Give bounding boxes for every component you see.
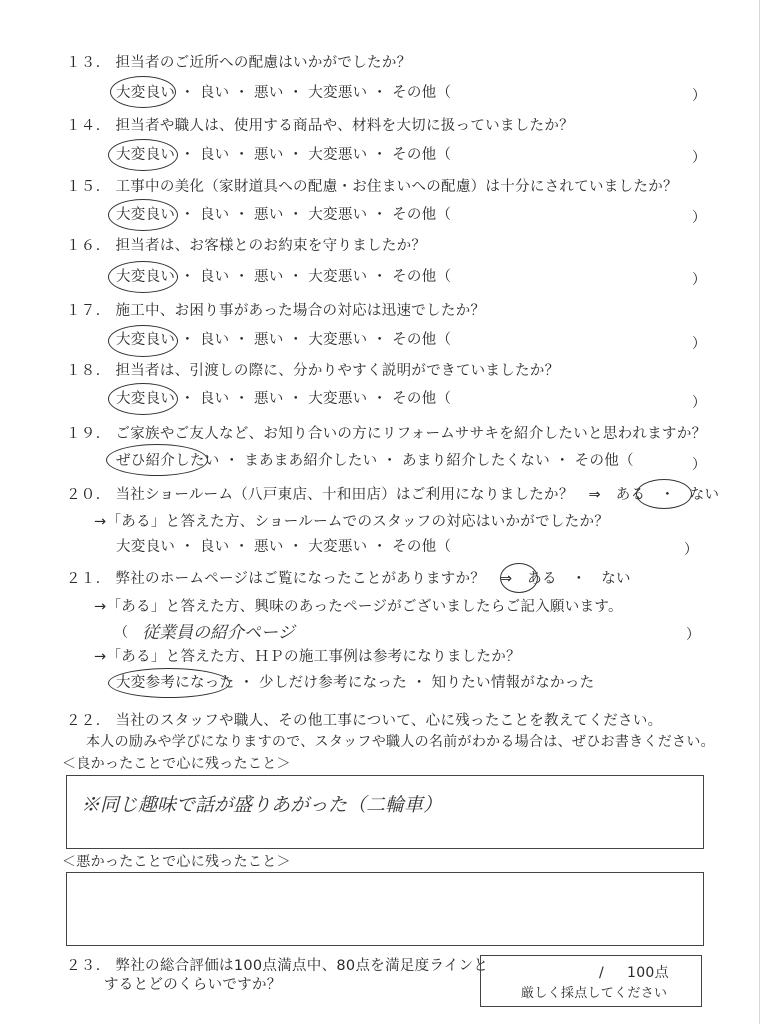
question-23-line2: するとどのくらいですか？ — [104, 977, 282, 993]
options-16: 大変良い ・ 良い ・ 悪い ・ 大変悪い ・ その他（ — [116, 269, 452, 285]
question-number: １４. — [66, 118, 101, 134]
paren-close-19: ） — [692, 457, 706, 473]
question-text: 担当者は、お客様とのお約束を守りましたか？ — [115, 238, 427, 254]
question-18 — [66, 362, 559, 380]
good-comment-box[interactable] — [66, 775, 704, 849]
question-22 — [66, 712, 662, 730]
options-17: 大変良い ・ 良い ・ 悪い ・ 大変悪い ・ その他（ — [116, 332, 452, 348]
paren-close-17: ） — [692, 336, 706, 352]
score-unit: 100点 — [627, 965, 669, 981]
followup-21-examples: →「ある」と答えた方、ＨＰの施工事例は参考になりましたか？ — [94, 649, 521, 665]
options-18: 大変良い ・ 良い ・ 悪い ・ 大変悪い ・ その他（ — [116, 391, 452, 407]
paren-close-14: ） — [692, 150, 706, 166]
paren-open-21: （ — [114, 625, 129, 641]
question-16 — [66, 237, 426, 255]
good-comment-label: ＜良かったことで心に残ったこと＞ — [62, 756, 291, 772]
question-text: 担当者や職人は、使用する商品や、材料を大切に扱っていましたか？ — [115, 118, 574, 134]
question-text: 施工中、お困り事があった場合の対応は迅速でしたか？ — [115, 303, 486, 319]
options-20: 大変良い ・ 良い ・ 悪い ・ 大変悪い ・ その他（ — [116, 539, 452, 555]
question-text: 担当者は、引渡しの際に、分かりやすく説明ができていましたか？ — [115, 363, 560, 379]
question-text: 弊社の総合評価は100点満点中、80点を満足度ラインと — [115, 958, 489, 974]
options-21: 大変参考になった ・ 少しだけ参考になった ・ 知りたい情報がなかった — [116, 675, 595, 691]
question-number: １８. — [66, 363, 101, 379]
score-box[interactable] — [480, 955, 702, 1007]
question-number: １６. — [66, 238, 101, 254]
question-number: ２０. — [66, 487, 101, 503]
followup-21-page: →「ある」と答えた方、興味のあったページがございましたらご記入願います。 — [94, 599, 623, 615]
paren-close-18: ） — [692, 395, 706, 411]
paren-close-20: ） — [684, 542, 698, 558]
question-text: 当社のスタッフや職人、その他工事について、心に残ったことを教えてください。 — [115, 713, 663, 729]
question-number: ２３. — [66, 958, 101, 974]
question-20 — [66, 486, 719, 504]
options-14: 大変良い ・ 良い ・ 悪い ・ 大変悪い ・ その他（ — [116, 147, 452, 163]
question-number: １９. — [66, 426, 101, 442]
bad-comment-box[interactable] — [66, 872, 704, 946]
question-text: 弊社のホームページはご覧になったことがありますか？ ⇒ ある ・ ない — [115, 571, 631, 587]
question-22-note: 本人の励みや学びになりますので、スタッフや職人の名前がわかる場合は、ぜひお書きください。 — [86, 734, 715, 750]
handwritten-good-comment: ※同じ趣味で話が盛りあがった（二輪車） — [81, 794, 443, 816]
question-number: ２２. — [66, 713, 101, 729]
options-15: 大変良い ・ 良い ・ 悪い ・ 大変悪い ・ その他（ — [116, 207, 452, 223]
question-text: 工事中の美化（家財道具への配慮・お住まいへの配慮）は十分にされていましたか？ — [115, 179, 678, 195]
question-text: 担当者のご近所への配慮はいかがでしたか？ — [115, 55, 412, 71]
handwritten-page-answer: 従業員の紹介ページ — [142, 623, 295, 643]
options-13: 大変良い ・ 良い ・ 悪い ・ 大変悪い ・ その他（ — [116, 85, 452, 101]
question-13 — [66, 54, 411, 72]
question-number: ２１. — [66, 571, 101, 587]
question-17 — [66, 302, 485, 320]
question-21 — [66, 570, 631, 588]
bad-comment-label: ＜悪かったことで心に残ったこと＞ — [62, 854, 291, 870]
question-23 — [66, 957, 488, 975]
paren-close-16: ） — [692, 272, 706, 288]
question-text: 当社ショールーム（八戸東店、十和田店）はご利用になりましたか？ ⇒ ある ・ ない — [115, 487, 720, 503]
question-text: ご家族やご友人など、お知り合いの方にリフォームササキを紹介したいと思われますか？ — [115, 426, 707, 442]
question-number: １７. — [66, 303, 101, 319]
options-19: ぜひ紹介したい ・ まあまあ紹介したい ・ あまり紹介したくない ・ その他（ — [116, 453, 634, 469]
score-slash: / — [599, 965, 605, 981]
question-number: １３. — [66, 55, 101, 71]
scan-edge-line — [759, 0, 760, 1024]
question-number: １５. — [66, 179, 101, 195]
followup-20: →「ある」と答えた方、ショールームでのスタッフの対応はいかがでしたか？ — [94, 514, 610, 530]
paren-close-21: ） — [686, 627, 700, 643]
score-note: 厳しく採点してください — [521, 986, 668, 1001]
question-15 — [66, 178, 678, 196]
question-19 — [66, 425, 706, 443]
paren-close-13: ） — [692, 88, 706, 104]
paren-close-15: ） — [692, 210, 706, 226]
question-14 — [66, 117, 574, 135]
